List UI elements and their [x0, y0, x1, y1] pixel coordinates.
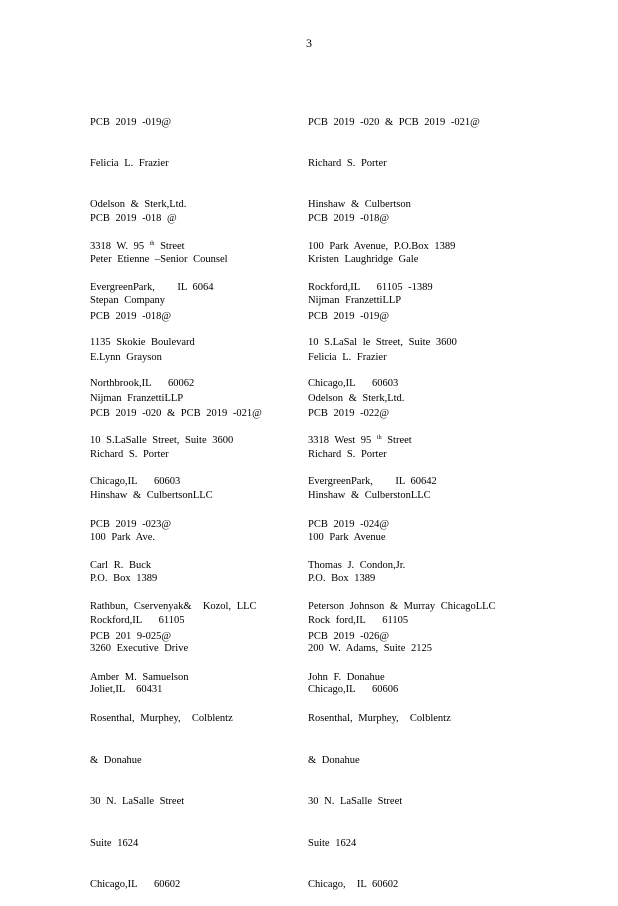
- city-line: Rock ford,IL 61105: [308, 614, 409, 626]
- city-line: EvergreenPark, IL 6064: [90, 282, 214, 294]
- city-line: EvergreenPark, IL 60642: [308, 476, 437, 488]
- case-number: PCB 2019 -018@: [90, 310, 172, 322]
- contact-name: Richard S. Porter: [308, 448, 387, 460]
- address-line: 100 Park Avenue, P.O.Box 1389: [308, 240, 456, 252]
- case-number: PCB 2019 -024@: [308, 518, 390, 530]
- case-number: PCB 2019 -023@: [90, 518, 172, 530]
- city-line: Chicago, IL 60602: [308, 878, 399, 890]
- firm-name: Nijman FranzettiLLP: [308, 295, 402, 307]
- suite-line: Suite 1624: [308, 837, 357, 849]
- suite-line: Suite 1624: [90, 837, 139, 849]
- service-entry: [308, 602, 451, 906]
- address-line: 10 S.LaSalle Street, Suite 3600: [90, 434, 234, 446]
- firm-name: Hinshaw & CulberstonLLC: [308, 490, 431, 502]
- address-line: 3318 W. 95 $^{th}$ Street: [90, 240, 185, 252]
- firm-name: Odelson & Sterk,Ltd.: [308, 393, 405, 405]
- city-line: Chicago,IL 60603: [90, 476, 181, 488]
- address-line: 3318 West 95 $^{th}$ Street: [308, 434, 412, 446]
- contact-name: Amber M. Samuelson: [90, 671, 189, 683]
- address-line: P.O. Box 1389: [90, 573, 158, 585]
- address-line: 10 S.LaSal le Street, Suite 3600: [308, 336, 457, 348]
- address-line: 200 W. Adams, Suite 2125: [308, 642, 433, 654]
- contact-name: Kristen Laughridge Gale: [308, 253, 419, 265]
- firm-name: Hinshaw & Culbertson: [308, 199, 411, 211]
- case-number: PCB 2019 -022@: [308, 407, 390, 419]
- page-number: 3: [306, 36, 312, 50]
- firm-name-continued: & Donahue: [308, 754, 360, 766]
- contact-name: Felicia L. Frazier: [90, 157, 169, 169]
- case-number: PCB 2019 -026@: [308, 630, 390, 642]
- city-line: Chicago,IL 60602: [90, 878, 181, 890]
- city-line: Joliet,IL 60431: [90, 684, 163, 696]
- service-entry: [90, 602, 233, 906]
- contact-name: Richard S. Porter: [308, 157, 387, 169]
- case-number: PCB 201 9-025@: [90, 630, 172, 642]
- ordinal-suffix: th: [376, 434, 382, 441]
- contact-name: John F. Donahue: [308, 671, 385, 683]
- address-line: 100 Park Avenue: [308, 531, 386, 543]
- city-line: Northbrook,IL 60062: [90, 378, 195, 390]
- city-line: Rockford,IL 61105 -1389: [308, 282, 433, 294]
- firm-name: Rathbun, Cservenyak& Kozol, LLC: [90, 601, 257, 613]
- address-line: 1135 Skokie Boulevard: [90, 336, 195, 348]
- firm-name: Stepan Company: [90, 295, 166, 307]
- firm-name: Hinshaw & CulbertsonLLC: [90, 490, 213, 502]
- firm-name: Peterson Johnson & Murray ChicagoLLC: [308, 601, 496, 613]
- firm-name-continued: & Donahue: [90, 754, 142, 766]
- case-number: PCB 2019 -020 & PCB 2019 -021@: [308, 116, 480, 128]
- case-number: PCB 2019 -018 @: [90, 212, 177, 224]
- contact-name: Peter Etienne –Senior Counsel: [90, 253, 228, 265]
- city-line: Rockford,IL 61105: [90, 614, 185, 626]
- contact-name: Felicia L. Frazier: [308, 351, 387, 363]
- case-number: PCB 2019 -019@: [90, 116, 172, 128]
- case-number: PCB 2019 -019@: [308, 310, 390, 322]
- ordinal-suffix: th: [149, 240, 155, 247]
- city-line: Chicago,IL 60606: [308, 684, 399, 696]
- address-line: 30 N. LaSalle Street: [308, 796, 403, 808]
- address-line: 30 N. LaSalle Street: [90, 796, 185, 808]
- address-line: P.O. Box 1389: [308, 573, 376, 585]
- address-line: 100 Park Ave.: [90, 531, 156, 543]
- case-number: PCB 2019 -018@: [308, 212, 390, 224]
- contact-name: E.Lynn Grayson: [90, 351, 162, 363]
- firm-name: Rosenthal, Murphey, Colblentz: [90, 713, 233, 725]
- contact-name: Carl R. Buck: [90, 559, 152, 571]
- address-line: 3260 Executive Drive: [90, 642, 189, 654]
- firm-name: Nijman FranzettiLLP: [90, 393, 184, 405]
- firm-name: Rosenthal, Murphey, Colblentz: [308, 713, 451, 725]
- city-line: Chicago,IL 60603: [308, 378, 399, 390]
- firm-name: Odelson & Sterk,Ltd.: [90, 199, 187, 211]
- contact-name: Richard S. Porter: [90, 448, 169, 460]
- contact-name: Thomas J. Condon,Jr.: [308, 559, 406, 571]
- case-number: PCB 2019 -020 & PCB 2019 -021@: [90, 407, 262, 419]
